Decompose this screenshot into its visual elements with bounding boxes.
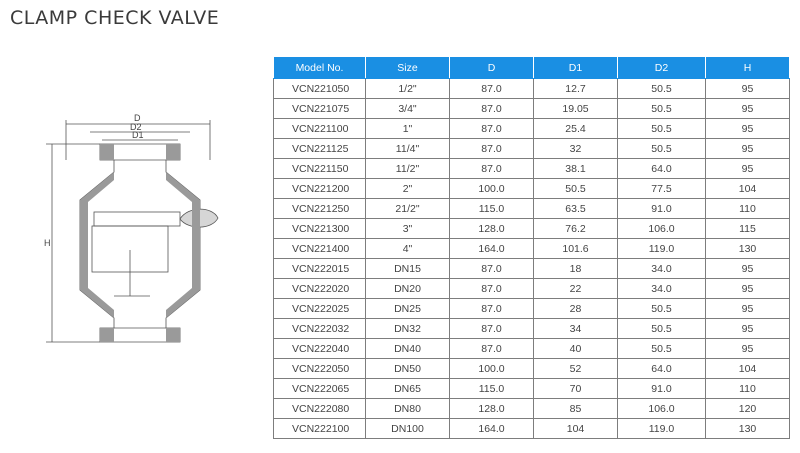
d-cell: 87.0 <box>450 159 534 179</box>
model-cell: VCN221250 <box>274 199 366 219</box>
h-cell: 130 <box>706 419 790 439</box>
d2-cell: 50.5 <box>618 299 706 319</box>
d1-cell: 22 <box>534 279 618 299</box>
table-row <box>274 359 790 379</box>
model-cell: VCN222080 <box>274 399 366 419</box>
table-row <box>274 239 790 259</box>
d2-cell: 34.0 <box>618 259 706 279</box>
h-cell: 110 <box>706 199 790 219</box>
h-cell: 130 <box>706 239 790 259</box>
d1-cell: 70 <box>534 379 618 399</box>
size-cell: DN65 <box>366 379 450 399</box>
d-cell: 128.0 <box>450 219 534 239</box>
d1-cell: 38.1 <box>534 159 618 179</box>
table-row <box>274 79 790 99</box>
size-cell: DN20 <box>366 279 450 299</box>
d-cell: 87.0 <box>450 139 534 159</box>
model-cell: VCN222100 <box>274 419 366 439</box>
d-cell: 128.0 <box>450 399 534 419</box>
spec-table <box>273 56 790 439</box>
d1-cell: 25.4 <box>534 119 618 139</box>
d-cell: 87.0 <box>450 99 534 119</box>
d1-cell: 50.5 <box>534 179 618 199</box>
d2-cell: 50.5 <box>618 339 706 359</box>
h-cell: 115 <box>706 219 790 239</box>
d-cell: 164.0 <box>450 239 534 259</box>
d2-cell: 106.0 <box>618 219 706 239</box>
d2-cell: 50.5 <box>618 319 706 339</box>
model-cell: VCN221050 <box>274 79 366 99</box>
header-d2: D2 <box>618 57 706 79</box>
d2-cell: 91.0 <box>618 199 706 219</box>
d2-cell: 119.0 <box>618 239 706 259</box>
header-model: Model No. <box>274 57 366 79</box>
model-cell: VCN222020 <box>274 279 366 299</box>
h-cell: 95 <box>706 99 790 119</box>
header-size: Size <box>366 57 450 79</box>
table-row <box>274 159 790 179</box>
table-row <box>274 179 790 199</box>
header-d: D <box>450 57 534 79</box>
valve-drawing <box>30 100 260 360</box>
model-cell: VCN221200 <box>274 179 366 199</box>
d-cell: 87.0 <box>450 279 534 299</box>
size-cell: DN80 <box>366 399 450 419</box>
table-row <box>274 199 790 219</box>
dim-label-h: H <box>44 238 51 248</box>
d-cell: 100.0 <box>450 179 534 199</box>
table-row <box>274 279 790 299</box>
size-cell: 4" <box>366 239 450 259</box>
header-h: H <box>706 57 790 79</box>
table-row <box>274 299 790 319</box>
d1-cell: 34 <box>534 319 618 339</box>
size-cell: 1/2" <box>366 79 450 99</box>
d2-cell: 106.0 <box>618 399 706 419</box>
d-cell: 100.0 <box>450 359 534 379</box>
table-row <box>274 119 790 139</box>
table-row <box>274 99 790 119</box>
d-cell: 87.0 <box>450 119 534 139</box>
table-row <box>274 339 790 359</box>
dim-label-d: D <box>134 113 141 123</box>
dim-label-d1: D1 <box>132 130 144 140</box>
h-cell: 104 <box>706 359 790 379</box>
h-cell: 95 <box>706 259 790 279</box>
d-cell: 164.0 <box>450 419 534 439</box>
h-cell: 95 <box>706 139 790 159</box>
h-cell: 95 <box>706 339 790 359</box>
model-cell: VCN222065 <box>274 379 366 399</box>
d-cell: 87.0 <box>450 259 534 279</box>
d2-cell: 64.0 <box>618 159 706 179</box>
d1-cell: 32 <box>534 139 618 159</box>
model-cell: VCN221300 <box>274 219 366 239</box>
d1-cell: 52 <box>534 359 618 379</box>
d1-cell: 28 <box>534 299 618 319</box>
table-row <box>274 399 790 419</box>
h-cell: 95 <box>706 279 790 299</box>
d2-cell: 34.0 <box>618 279 706 299</box>
table-row <box>274 419 790 439</box>
d2-cell: 64.0 <box>618 359 706 379</box>
model-cell: VCN221125 <box>274 139 366 159</box>
header-d1: D1 <box>534 57 618 79</box>
model-cell: VCN222040 <box>274 339 366 359</box>
model-cell: VCN221150 <box>274 159 366 179</box>
h-cell: 104 <box>706 179 790 199</box>
size-cell: 11/4" <box>366 139 450 159</box>
h-cell: 95 <box>706 319 790 339</box>
table-body <box>274 79 790 439</box>
table-row <box>274 319 790 339</box>
d2-cell: 50.5 <box>618 99 706 119</box>
model-cell: VCN221400 <box>274 239 366 259</box>
h-cell: 95 <box>706 299 790 319</box>
size-cell: 2" <box>366 179 450 199</box>
d2-cell: 77.5 <box>618 179 706 199</box>
d2-cell: 50.5 <box>618 119 706 139</box>
d2-cell: 50.5 <box>618 139 706 159</box>
d1-cell: 12.7 <box>534 79 618 99</box>
size-cell: DN40 <box>366 339 450 359</box>
size-cell: DN100 <box>366 419 450 439</box>
size-cell: 21/2" <box>366 199 450 219</box>
d1-cell: 85 <box>534 399 618 419</box>
d-cell: 87.0 <box>450 79 534 99</box>
model-cell: VCN222025 <box>274 299 366 319</box>
h-cell: 120 <box>706 399 790 419</box>
d1-cell: 101.6 <box>534 239 618 259</box>
size-cell: 3" <box>366 219 450 239</box>
h-cell: 95 <box>706 119 790 139</box>
table-row <box>274 219 790 239</box>
size-cell: DN50 <box>366 359 450 379</box>
size-cell: DN15 <box>366 259 450 279</box>
d1-cell: 18 <box>534 259 618 279</box>
d-cell: 115.0 <box>450 199 534 219</box>
d2-cell: 119.0 <box>618 419 706 439</box>
size-cell: 3/4" <box>366 99 450 119</box>
size-cell: 1" <box>366 119 450 139</box>
d1-cell: 76.2 <box>534 219 618 239</box>
d1-cell: 19.05 <box>534 99 618 119</box>
d1-cell: 104 <box>534 419 618 439</box>
size-cell: 11/2" <box>366 159 450 179</box>
model-cell: VCN222050 <box>274 359 366 379</box>
d-cell: 87.0 <box>450 319 534 339</box>
size-cell: DN25 <box>366 299 450 319</box>
h-cell: 95 <box>706 79 790 99</box>
d2-cell: 50.5 <box>618 79 706 99</box>
model-cell: VCN221075 <box>274 99 366 119</box>
page-title: CLAMP CHECK VALVE <box>10 7 220 29</box>
table-row <box>274 139 790 159</box>
dim-label-d2: D2 <box>130 122 142 132</box>
table-header-row <box>274 57 790 79</box>
h-cell: 110 <box>706 379 790 399</box>
model-cell: VCN222015 <box>274 259 366 279</box>
h-cell: 95 <box>706 159 790 179</box>
model-cell: VCN221100 <box>274 119 366 139</box>
d1-cell: 63.5 <box>534 199 618 219</box>
d-cell: 87.0 <box>450 299 534 319</box>
model-cell: VCN222032 <box>274 319 366 339</box>
table-row <box>274 259 790 279</box>
d1-cell: 40 <box>534 339 618 359</box>
size-cell: DN32 <box>366 319 450 339</box>
d2-cell: 91.0 <box>618 379 706 399</box>
table-row <box>274 379 790 399</box>
d-cell: 87.0 <box>450 339 534 359</box>
d-cell: 115.0 <box>450 379 534 399</box>
